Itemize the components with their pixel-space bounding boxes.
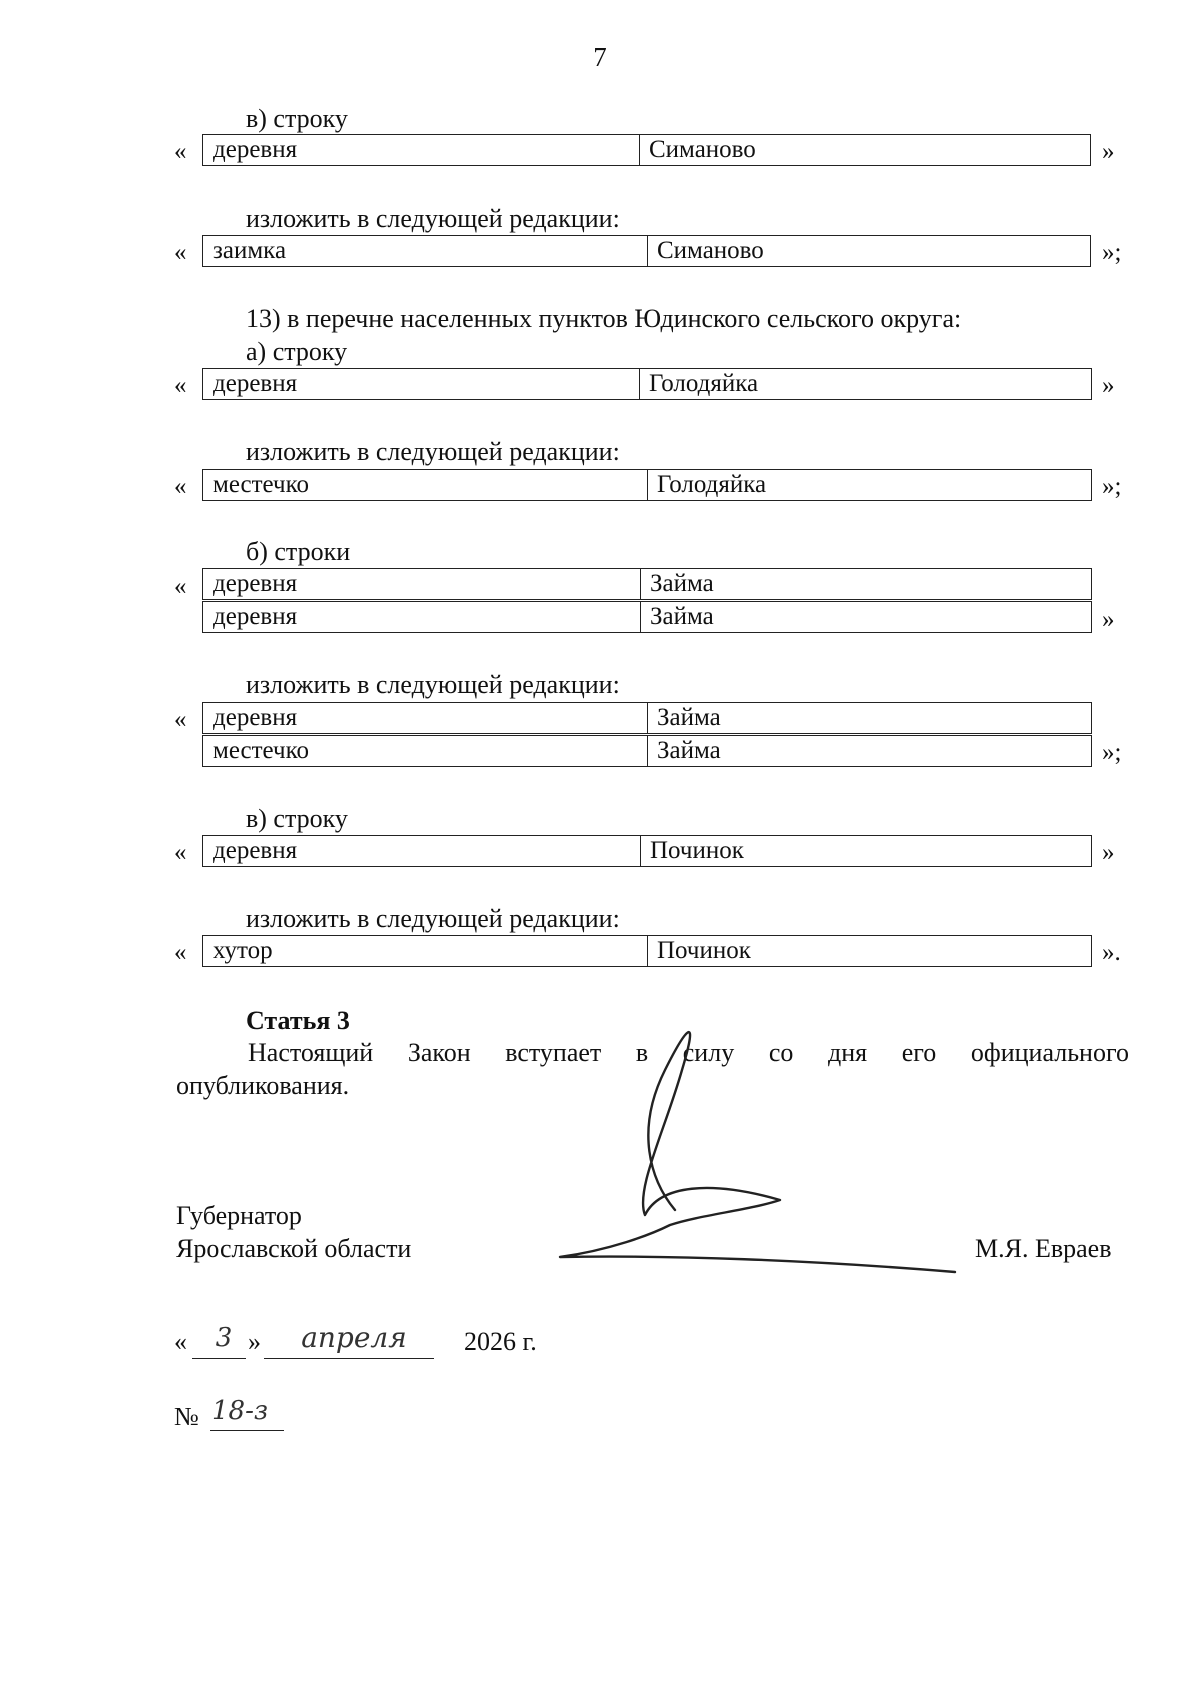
cell-type: деревня	[213, 603, 298, 630]
number-sign: №	[174, 1402, 199, 1431]
quote-open: «	[174, 939, 187, 966]
word: вступает	[505, 1038, 602, 1067]
table-row	[202, 235, 1091, 267]
quote-open: «	[174, 138, 187, 165]
cell-name: Займа	[650, 603, 714, 630]
cell-type: заимка	[213, 237, 287, 264]
cell-name: Голодяйка	[649, 370, 759, 397]
quote-close: »	[1102, 138, 1115, 165]
word: Настоящий	[248, 1038, 374, 1067]
cell-type: деревня	[213, 370, 298, 397]
cell-name: Займа	[657, 737, 721, 764]
quote-open: «	[174, 372, 187, 399]
cell-name: Симаново	[649, 136, 756, 163]
cell-type: деревня	[213, 570, 298, 597]
date-month: апреля	[301, 1321, 407, 1354]
table-row	[202, 469, 1092, 501]
cell-type: местечко	[213, 471, 309, 498]
block-label: в) строку	[246, 104, 348, 133]
quote-close: »;	[1102, 473, 1122, 500]
quote-open: «	[174, 839, 187, 866]
block-label: изложить в следующей редакции:	[246, 670, 620, 699]
word: со	[768, 1038, 794, 1067]
block-label: в) строку	[246, 804, 348, 833]
quote-open: «	[174, 473, 187, 500]
word: силу	[682, 1038, 735, 1067]
quote-close: »	[1102, 839, 1115, 866]
table-row	[202, 134, 1091, 166]
cell-type: хутор	[213, 937, 273, 964]
item-13-text: 13) в перечне населенных пунктов Юдинского сельского округа:	[246, 304, 962, 333]
date-open-quote: «	[174, 1327, 187, 1356]
date-day: 3	[215, 1323, 233, 1353]
date-line	[174, 1321, 574, 1365]
word: дня	[827, 1038, 868, 1067]
block-label: б) строки	[246, 537, 351, 566]
cell-type: деревня	[213, 837, 298, 864]
cell-type: местечко	[213, 737, 309, 764]
quote-close: »	[1102, 372, 1115, 399]
table-row	[202, 935, 1092, 967]
word: официального	[970, 1038, 1129, 1067]
cell-name: Починок	[657, 937, 751, 964]
date-year: 2026 г.	[464, 1327, 537, 1356]
cell-name: Займа	[657, 704, 721, 731]
quote-close: »	[1102, 606, 1115, 633]
cell-type: деревня	[213, 136, 298, 163]
quote-close: »;	[1102, 239, 1122, 266]
page-number: 7	[593, 42, 607, 72]
quote-open: «	[174, 706, 187, 733]
block-label: изложить в следующей редакции:	[246, 904, 620, 933]
cell-name: Займа	[650, 570, 714, 597]
table-row	[202, 735, 1092, 767]
cell-name: Голодяйка	[657, 471, 767, 498]
block-label: изложить в следующей редакции:	[246, 204, 620, 233]
word: в	[635, 1038, 649, 1067]
table-row	[202, 368, 1092, 400]
block-label: а) строку	[246, 337, 348, 366]
date-close-quote: »	[248, 1327, 261, 1356]
handwritten-signature	[550, 1010, 970, 1290]
signatory-title-line2: Ярославской области	[176, 1234, 412, 1263]
law-number-line	[174, 1396, 374, 1450]
article-text-line2: опубликования.	[176, 1071, 350, 1100]
table-row	[202, 568, 1092, 600]
quote-open: «	[174, 573, 187, 600]
cell-name: Симаново	[657, 237, 764, 264]
quote-close: ».	[1102, 939, 1121, 966]
article-heading: Статья 3	[246, 1006, 350, 1035]
law-number: 18-з	[212, 1396, 269, 1426]
word: Закон	[407, 1038, 471, 1067]
quote-close: »;	[1102, 739, 1122, 766]
table-row	[202, 601, 1092, 633]
cell-type: деревня	[213, 704, 298, 731]
quote-open: «	[174, 239, 187, 266]
block-label: изложить в следующей редакции:	[246, 437, 620, 466]
signatory-title-line1: Губернатор	[176, 1201, 302, 1230]
table-row	[202, 835, 1092, 867]
cell-name: Починок	[650, 837, 744, 864]
signatory-name: М.Я. Евраев	[975, 1234, 1112, 1263]
table-row	[202, 702, 1092, 734]
word: его	[901, 1038, 937, 1067]
